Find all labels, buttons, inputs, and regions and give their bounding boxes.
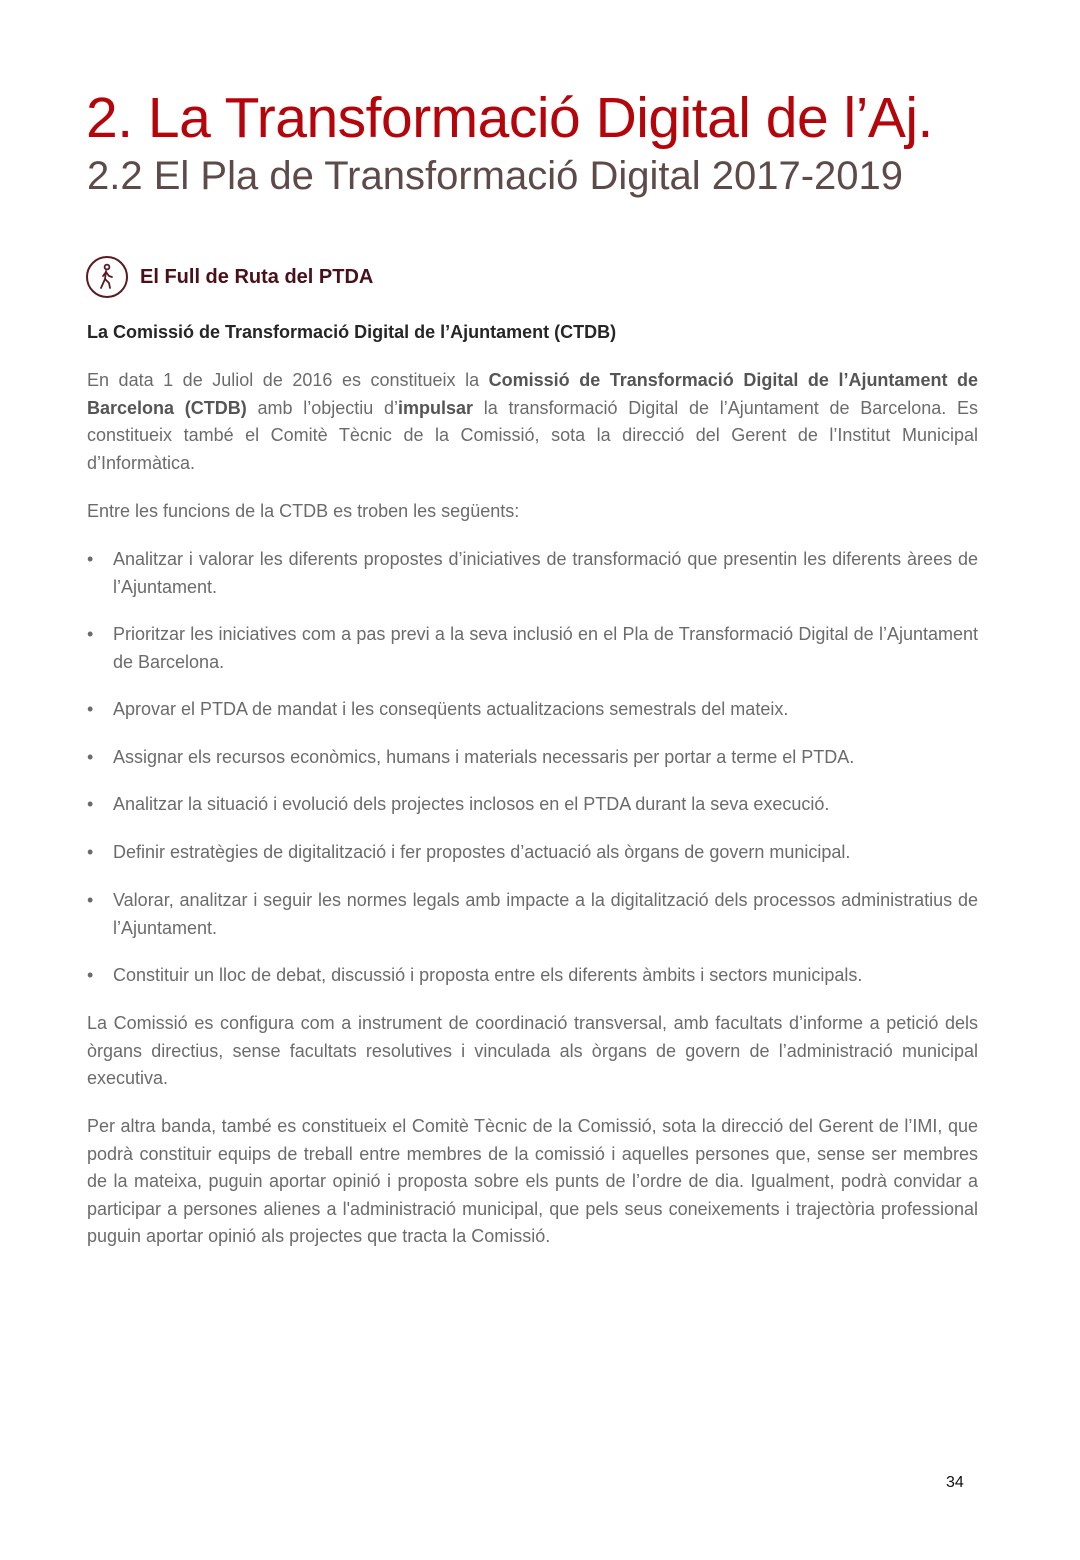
list-item (87, 839, 978, 867)
section-heading (86, 256, 373, 298)
intro-paragraph (87, 367, 978, 477)
list-item (87, 546, 978, 601)
bullet-dot: • (87, 890, 94, 910)
intro-text-2: amb l’objectiu d’ (246, 397, 398, 418)
committee-paragraph: Per altra banda, també es constitueix el Comitè Tècnic de la Comissió, sota la direcció del Gerent de l’IMI, que podrà constituir equips de treball entre membres de la comissió i aquelles persones que, sense ser membres de la mateixa, puguin aportar opinió i proposta sobre els punts de l’ordre de dia. Igualment, podrà convidar a participar a persones alienes a l'administració municipal, que pels seus coneixements i trajectòria professional puguin aportar opinió als projectes que tracta la Comissió. (87, 1116, 978, 1246)
bullet-dot: • (87, 699, 94, 719)
intro-text-1: En data 1 de Juliol de 2016 es constitueix la (87, 370, 489, 390)
intro-bold-ctdb: Comissió de Transformació Digital de l’Ajuntament de Barcelona (CTDB) (87, 370, 978, 418)
list-item-text: Analitzar i valorar les diferents propostes d’iniciatives de transformació que presentin les diferents àrees de l’Ajuntament. (113, 549, 978, 597)
bullet-dot: • (87, 794, 94, 814)
list-item-text: Prioritzar les iniciatives com a pas previ a la seva inclusió en el Pla de Transformació Digital de l’Ajuntament de Barcelona. (113, 624, 978, 672)
intro-text-3: la transformació Digital de l’Ajuntament de Barcelona. Es constitueix també el Comitè Tècnic de la Comissió, sota la direcció del Gerent de l’Institut Municipal d’Informàtica. (87, 397, 978, 473)
list-item (87, 696, 978, 724)
bullet-dot: • (87, 549, 94, 569)
bullet-dot: • (87, 842, 94, 862)
subheading: La Comissió de Transformació Digital de l’Ajuntament (CTDB) (87, 322, 617, 342)
chapter-title: 2. La Transformació Digital de l’Aj. (86, 86, 933, 150)
page-number: 34 (946, 1474, 964, 1491)
list-item (87, 791, 978, 819)
bullet-dot: • (87, 624, 94, 644)
bullet-dot: • (87, 747, 94, 767)
list-item-text: Aprovar el PTDA de mandat i les conseqüents actualitzacions semestrals del mateix. (113, 699, 789, 719)
functions-intro: Entre les funcions de la CTDB es troben les següents: (87, 501, 520, 521)
list-item (87, 887, 978, 942)
list-item-text: Definir estratègies de digitalització i fer propostes d’actuació als òrgans de govern municipal. (113, 842, 851, 862)
walking-person-icon (86, 256, 128, 298)
list-item (87, 962, 978, 990)
list-item-text: Valorar, analitzar i seguir les normes legals amb impacte a la digitalització dels processos administratius de l’Ajuntament. (113, 890, 978, 938)
list-item (87, 621, 978, 676)
section-title: 2.2 El Pla de Transformació Digital 2017-2019 (87, 154, 904, 198)
configuration-paragraph: La Comissió es configura com a instrument de coordinació transversal, amb facultats d’informe a petició dels òrgans directius, sense facultats resolutives i vinculada als òrgans de govern de l’administració municipal executiva. (87, 1013, 978, 1088)
list-item-text: Constituir un lloc de debat, discussió i proposta entre els diferents àmbits i sectors municipals. (113, 965, 863, 985)
bullet-dot: • (87, 965, 94, 985)
intro-bold-impulsar: impulsar (397, 397, 474, 418)
section-label: El Full de Ruta del PTDA (140, 265, 374, 288)
list-item-text: Analitzar la situació i evolució dels projectes inclosos en el PTDA durant la seva execució. (113, 794, 830, 814)
list-item (87, 744, 978, 772)
list-item-text: Assignar els recursos econòmics, humans i materials necessaris per portar a terme el PTDA. (113, 747, 855, 767)
